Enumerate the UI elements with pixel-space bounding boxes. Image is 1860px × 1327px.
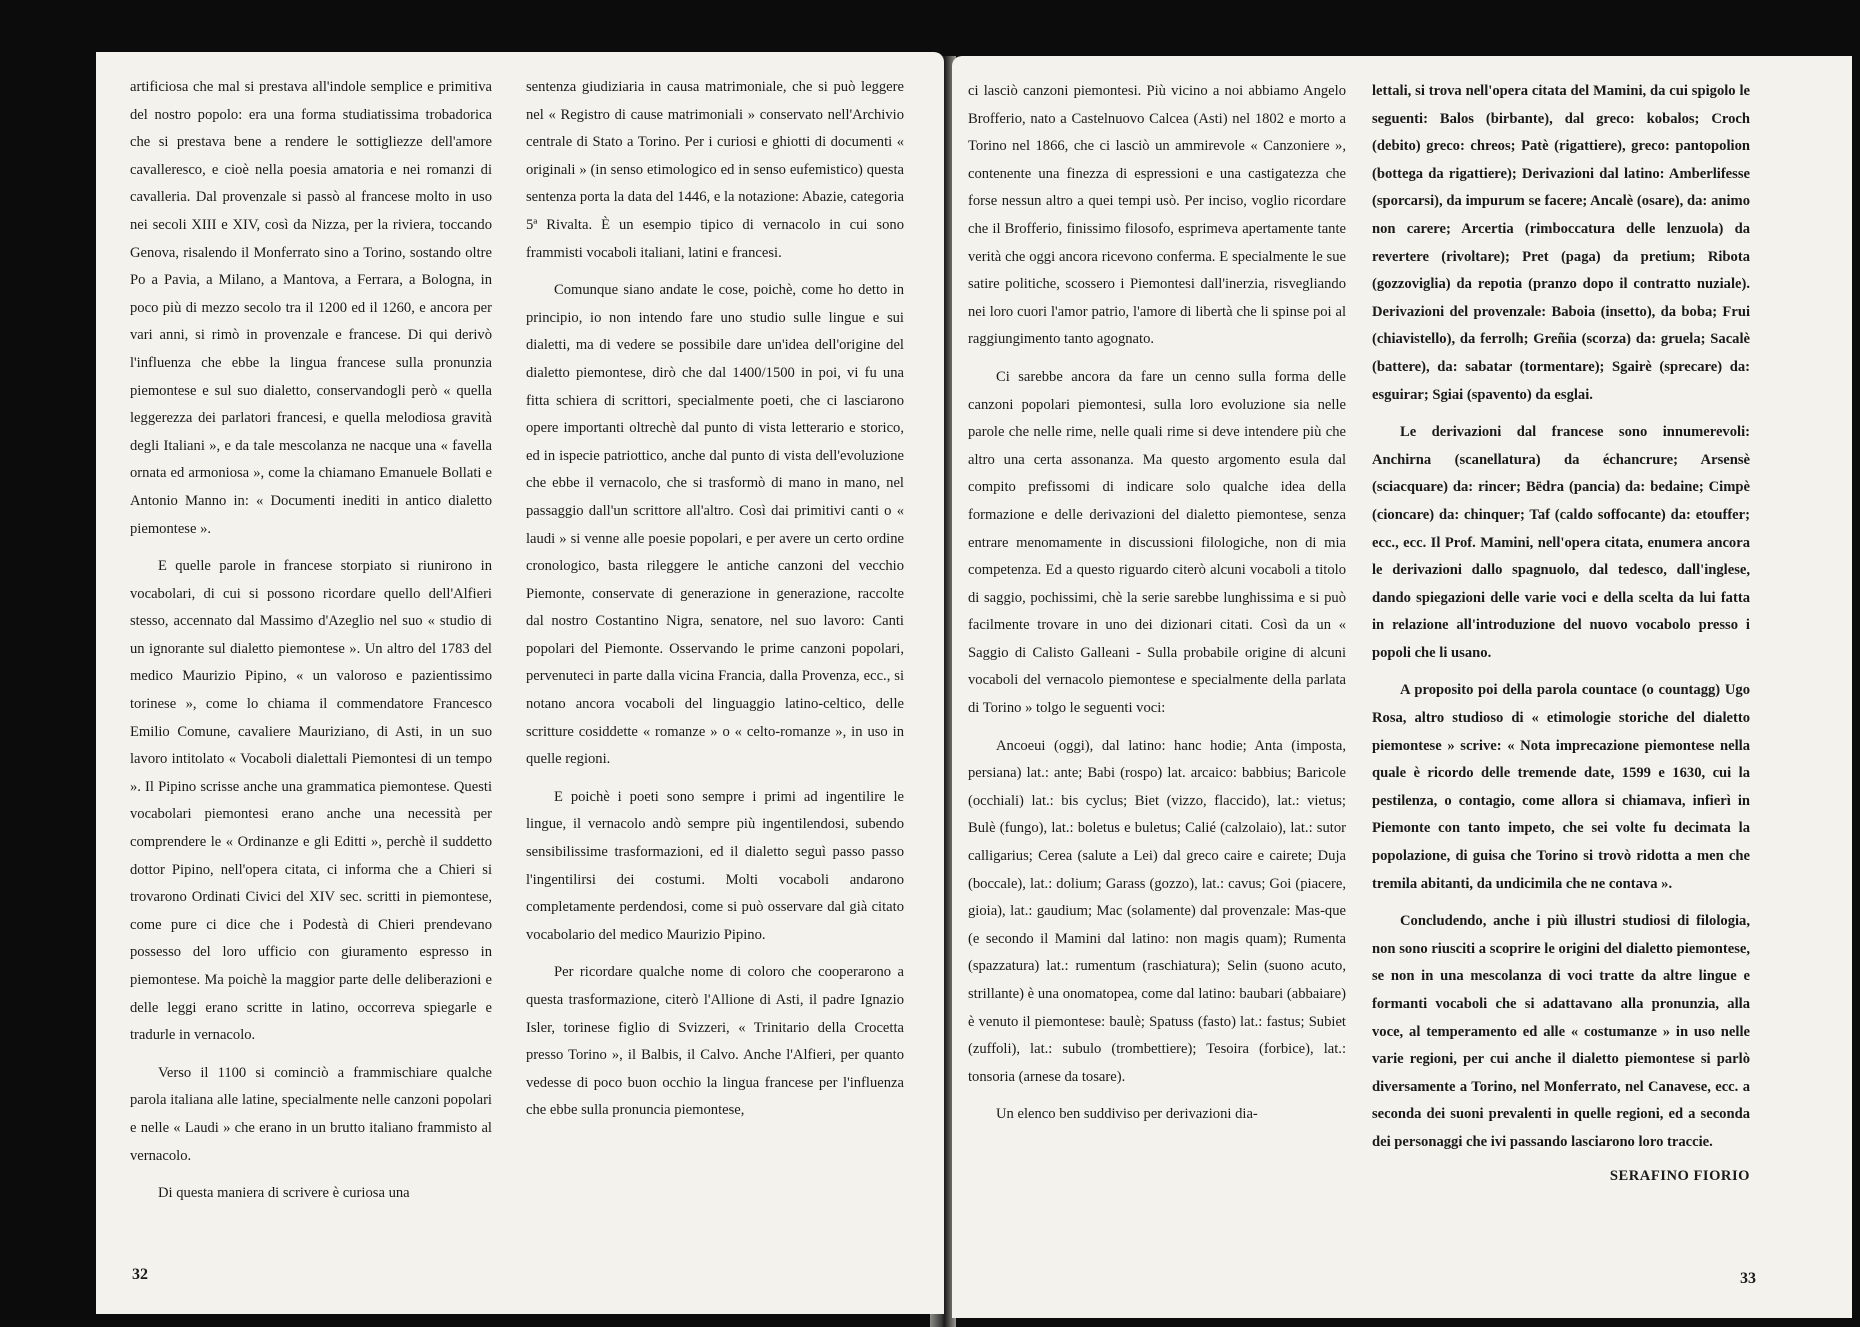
paragraph: A proposito poi della parola countace (o countagg) Ugo Rosa, altro studioso di « etimologie storiche del dialetto piemontese » scrive: « Nota imprecazione piemontese nella quale è ricordo delle tremende date, 1599 e 1630, cui la pestilenza, o contagio, come allora si chiamava, infierì in Piemonte con tanto impeto, che sei volte fu decimata la popolazione, di guisa che Torino si trovò ridotta a men che tremila abitanti, da undicimila che ne contava ». bbox=[1372, 682, 1750, 892]
paragraph: Un elenco ben suddiviso per derivazioni dia- bbox=[996, 1106, 1258, 1123]
paragraph: Di questa maniera di scrivere è curiosa una bbox=[158, 1185, 410, 1202]
left-page-column-2 bbox=[526, 74, 904, 1125]
left-page bbox=[96, 52, 944, 1314]
paragraph: Verso il 1100 si cominciò a frammischiare qualche parola italiana alle latine, specialmente nelle canzoni popolari e nelle « Laudi » che erano in un brutto italiano frammisto al vernacolo. bbox=[130, 1064, 492, 1164]
paragraph: Ci sarebbe ancora da fare un cenno sulla forma delle canzoni popolari piemontesi, sulla loro evoluzione sia nelle parole che nelle rime, nelle quali rime si deve intendere più che altro una certa assonanza. Ma questo argomento esula dal compito prefissomi di indicare solo qualche idea della formazione e delle derivazioni del dialetto piemontese, senza entrare menomamente in discussioni filologiche, non di mia competenza. Ed a questo riguardo citerò alcuni vocaboli a titolo di saggio, pochissimi, chè la serie sarebbe lunghissima e si può facilmente trovare in uno dei dizionari citati. Così da un « Saggio di Calisto Galleani - Sulla probabile origine di alcuni vocaboli del vernacolo piemontese e specialmente della parlata di Torino » tolgo le seguenti voci: bbox=[968, 368, 1346, 717]
paragraph: ci lasciò canzoni piemontesi. Più vicino a noi abbiamo Angelo Brofferio, nato a Castelnuovo Calcea (Asti) nel 1802 e morto a Torino nel 1866, che ci lasciò un ammirevole « Canzoniere », contenente una finezza di espressioni e una castigatezza che forse nessun altro a quei tempi usò. Per inciso, voglio ricordare che il Brofferio, finissimo filosofo, esprimeva apertamente tante verità che oggi ancora ricevono conferma. E specialmente le sue satire politiche, scossero i Piemontesi dall'inerzia, risvegliando nei loro cuori l'amor patrio, l'amore di libertà che li spinse poi al raggiungimento tanto agognato. bbox=[968, 83, 1346, 348]
paragraph: sentenza giudiziaria in causa matrimoniale, che si può leggere nel « Registro di cause matrimoniali » conservato nell'Archivio centrale di Stato a Torino. Per i curiosi e ghiotti di documenti « originali » (in senso etimologico ed in senso eufemistico) questa sentenza porta la data del 1446, e la notazione: Abazie, categoria 5ª Rivalta. È un esempio tipico di vernacolo in cui sono frammisti vocaboli italiani, latini e francesi. bbox=[526, 79, 904, 261]
paragraph: artificiosa che mal si prestava all'indole semplice e primitiva del nostro popolo: era una forma studiatissima trobadorica che si prestava bene a rendere le sottigliezze dell'amore cavalleresco, e cioè nella poesia amatoria e nei romanzi di cavalleria. Dal provenzale si passò al francese molto in uso nei secoli XIII e XIV, così da Nizza, per la riviera, toccando Genova, risalendo il Monferrato sino a Torino, sostando oltre Po a Pavia, a Milano, a Mantova, a Ferrara, a Bologna, in poco più di mezzo secolo tra il 1200 ed il 1260, e ancora per vari anni, si rimò in provenzale e francese. Di qui derivò l'influenza che ebbe la lingua francese sulla pronunzia piemontese e sul suo dialetto, conservandogli però « quella leggerezza dei parlatori francesi, e quella melodiosa gravità degli Italiani », e da tale mescolanza ne nacque una « favella ornata ed armoniosa », come la chiamano Emanuele Bollati e Antonio Manno in: « Documenti inediti in antico dialetto piemontese ». bbox=[130, 79, 492, 537]
paragraph: E poichè i poeti sono sempre i primi ad ingentilire le lingue, il vernacolo andò sempre più ingentilendosi, subendo sensibilissime trasformazioni, ed il dialetto seguì passo passo l'ingentilirsi dei costumi. Molti vocaboli andarono completamente perdendosi, come si può osservare dal già citato vocabolario del medico Maurizio Pipino. bbox=[526, 788, 904, 943]
page-number: 33 bbox=[1740, 1270, 1756, 1287]
paragraph: Ancoeui (oggi), dal latino: hanc hodie; Anta (imposta, persiana) lat.: ante; Babi (rospo) lat. arcaico: babbius; Baricole (occhiali) lat.: bis cyclus; Biet (vizzo, flaccido), lat.: vietus; Bulè (fungo), lat.: boletus e buletus; Calié (calzolaio), lat.: sutor calligarius; Cerea (salute a Lei) dal greco caire e cairete; Duja (boccale), lat.: dolium; Garass (gozzo), lat.: cavus; Goi (piacere, gioia), lat.: gaudium; Mac (solamente) dal provenzale: Mas-que (e secondo il Mamini dal latino: non magis quam); Rumenta (spazzatura) lat.: rumentum (raschiatura); Selin (suono acuto, strillante) è una onomatopea, come dal latino: baubari (abbaiare) è venuto il piemontese: baulè; Spatuss (fasto) lat.: fastus; Subiet (zuffoli), lat.: subulo (trombettiere); Tesoira (forbice), lat.: tonsoria (arnese da tosare). bbox=[968, 737, 1346, 1085]
right-page-column-2 bbox=[1372, 78, 1750, 1190]
paragraph: Concludendo, anche i più illustri studiosi di filologia, non sono riusciti a scoprire le origini del dialetto piemontese, se non in una mescolanza di voci tratte da altre lingue e formanti vocaboli che si adattavano alla pronunzia, alla voce, al temperamento ed alle « costumanze » in uso nelle varie regioni, per cui anche il dialetto piemontese si parlò diversamente a Torino, nel Monferrato, nel Canavese, ecc. a seconda dei suoni prevalenti in quelle regioni, ed a seconda dei personaggi che ivi passando lasciarono loro traccie. bbox=[1372, 913, 1750, 1150]
author-signature: SERAFINO FIORIO bbox=[1609, 1167, 1750, 1184]
page-number: 32 bbox=[132, 1266, 148, 1283]
paragraph: Le derivazioni dal francese sono innumerevoli: Anchirna (scanellatura) da échancrure; Arsensè (sciacquare) da: rincer; Bëdra (pancia) da: bedaine; Cimpè (cioncare) da: chinquer; Taf (caldo soffocante) da: etouffer; ecc., ecc. Il Prof. Mamini, nell'opera citata, enumera ancora le derivazioni dallo spagnuolo, dal tedesco, dall'inglese, dando spiegazioni delle varie voci e della scelta da lui fatta in relazione all'introduzione del nuovo vocabolo presso i popoli che li usano. bbox=[1372, 424, 1750, 661]
right-page-column-1 bbox=[968, 78, 1346, 1129]
paragraph: E quelle parole in francese storpiato si riunirono in vocabolari, di cui si possono ricordare quello dell'Alfieri stesso, accennato dal Massimo d'Azeglio nel suo « studio di un ignorante sul dialetto piemontese ». Un altro del 1783 del medico Maurizio Pipino, « un valoroso e pazientissimo torinese », come lo chiama il commendatore Francesco Emilio Comune, cavaliere Mauriziano, di Asti, in un suo lavoro intitolato « Vocaboli dialettali Piemontesi di un tempo ». Il Pipino scrisse anche una grammatica piemontese. Questi vocabolari piemontesi erano anche una necessità per comprendere le « Ordinanze e gli Editti », perchè il suddetto dottor Pipino, nell'opera citata, ci informa che a Chieri si trovarono Ordinati Civici del XIV sec. scritti in piemontese, come pure ci dice che i Podestà di Chieri prendevano possesso del loro ufficio con giuramento espresso in piemontese. Ma poichè la maggior parte delle deliberazioni e delle leggi erano scritte in latino, occorreva spiegarle e tradurle in vernacolo. bbox=[130, 558, 492, 1044]
left-page-column-1 bbox=[130, 74, 492, 1208]
paragraph: Per ricordare qualche nome di coloro che cooperarono a questa trasformazione, citerò l'Allione di Asti, il padre Ignazio Isler, torinese figlio di Svizzeri, « Trinitario della Crocetta presso Torino », il Balbis, il Calvo. Anche l'Alfieri, per quanto vedesse di poco buon occhio la lingua francese per l'influenza che ebbe sulla pronuncia piemontese, bbox=[526, 964, 904, 1119]
paragraph: lettali, si trova nell'opera citata del Mamini, da cui spigolo le seguenti: Balos (birbante), dal greco: kobalos; Croch (debito) greco: chreos; Patè (rigattiere), greco: pantopolion (bottega da rigattiere); Derivazioni dal latino: Amberlifesse (sporcarsi), da impurum se facere; Ancalè (osare), da: animo non carere; Arcertia (rimboccatura delle lenzuola) da revertere (rivoltare); Pret (paga) da pretium; Ribota (gozzoviglia) da repotia (pranzo dopo il contratto nuziale). Derivazioni del provenzale: Baboia (insetto), da boba; Frui (chiavistello), da ferrolh; Greñia (scorza) da: gruela; Sacalè (battere), da: sabatar (tormentare); Sgairè (sprecare) da: esguirar; Sgiai (spavento) da esglai. bbox=[1372, 83, 1750, 403]
paragraph: Comunque siano andate le cose, poichè, come ho detto in principio, io non intendo fare uno studio sulle lingue e sui dialetti, ma di vedere se possibile dare un'idea dell'origine del dialetto piemontese, dirò che dal 1400/1500 in poi, vi fu una fitta schiera di scrittori, specialmente poeti, che ci lasciarono opere importanti oltrechè dal punto di vista letterario e storico, ed in ispecie patriottico, anche dal punto di vista dell'evoluzione che ebbe il vernacolo, che si trasformò di mano in mano, nel passaggio dall'un scrittore all'altro. Così dai primitivi canti o « laudi » si venne alle poesie popolari, e per avere un certo ordine cronologico, basta rileggere le antiche canzoni del vecchio Piemonte, conservate di generazione in generazione, raccolte dal nostro Costantino Nigra, senatore, nel suo lavoro: Canti popolari del Piemonte. Osservando le prime canzoni popolari, pervenuteci in parte dalla vicina Francia, dalla Provenza, ecc., si notano ancora vocaboli del linguaggio latino-celtico, delle scritture cosiddette « romanze » o « celto-romanze », in uso in quelle regioni. bbox=[526, 282, 904, 768]
right-page bbox=[952, 56, 1852, 1318]
